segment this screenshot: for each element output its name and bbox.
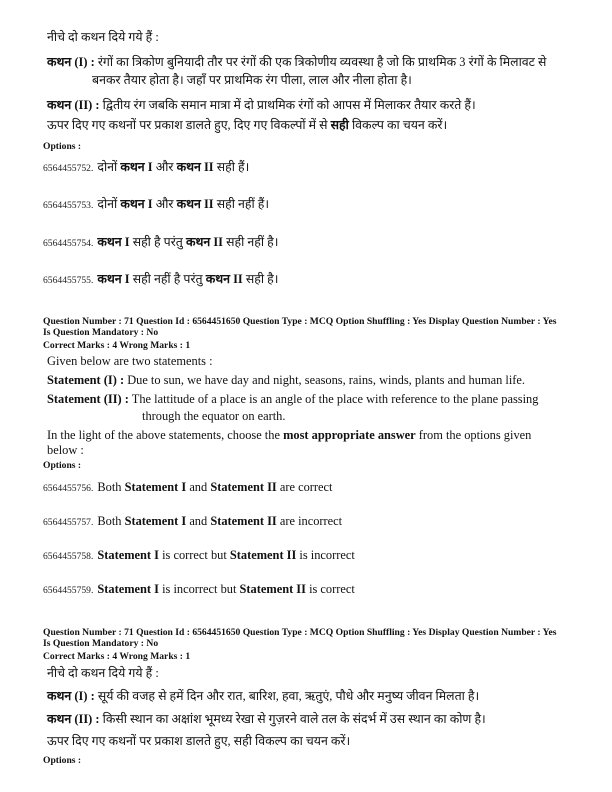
b1-stmt1-line2: बनकर तैयार होता है। जहाँ पर प्राथमिक रंग पीला, लाल और नीला होता है। [92,73,412,87]
option-id: 6564455757. [43,517,94,528]
b2-stmt2-label: Statement (II) : [47,392,129,406]
b3-header-line1: Question Number : 71 Question Id : 6564451650 Question Type : MCQ Option Shuffling : Yes Display Question Number : Yes [43,627,557,638]
b1-statement-2 [47,98,476,113]
b3-stmt1-text: सूर्य की वजह से हमें दिन और रात, बारिश, हवा, ऋतुएं, पौधे और मनुष्य जीवन मिलता है। [97,689,480,703]
option-text: कथन I सही नहीं है परंतु कथन II सही है। [97,272,279,286]
b2-instr-post: from the options given [418,428,532,442]
b2-stmt2-line2: through the equator on earth. [142,409,286,423]
b2-options-label: Options : [43,460,82,471]
option-text: कथन I सही है परंतु कथन II सही नहीं है। [97,235,279,249]
b1-instr-bold: सही [330,118,349,132]
b3-statement-1 [47,689,479,704]
b3-stmt2-label: कथन (II) : [47,712,100,726]
b3-instruction: ऊपर दिए गए कथनों पर प्रकाश डालते हुए, सही विकल्प का चयन करें। [47,734,351,748]
b2-instr-pre: In the light of the above statements, choose the [47,428,280,442]
b1-options-label: Options : [43,141,82,152]
b1-stmt1-label: कथन (I) : [47,55,95,69]
b2-statement-1 [47,373,525,388]
b1-instr-post: विकल्प का चयन करें। [351,118,448,132]
b2-header-line1: Question Number : 71 Question Id : 6564451650 Question Type : MCQ Option Shuffling : Yes Display Question Number : Yes [43,316,557,327]
b2-option[interactable] [43,580,355,598]
option-text: Both Statement I and Statement II are correct [97,480,333,494]
b2-stmt2-line1: The lattitude of a place is an angle of the place with reference to the plane passing [131,392,539,406]
option-text: दोनों कथन I और कथन II सही नहीं हैं। [97,197,270,211]
b2-instr-bold: most appropriate answer [283,428,416,442]
option-id: 6564455756. [43,483,94,494]
b2-instruction [47,428,531,443]
b3-intro: नीचे दो कथन दिये गये हैं : [47,666,159,680]
option-text: Statement I is correct but Statement II is incorrect [97,548,355,562]
b2-option[interactable] [43,512,342,530]
b1-intro: नीचे दो कथन दिये गये हैं : [47,30,159,44]
b2-stmt1-label: Statement (I) : [47,373,125,387]
b3-options-label: Options : [43,755,82,766]
b3-stmt1-label: कथन (I) : [47,689,95,703]
b1-option[interactable] [43,195,269,213]
b2-intro: Given below are two statements : [47,354,213,368]
b3-header-line2: Is Question Mandatory : No [43,638,159,649]
option-text: Statement I is incorrect but Statement II is correct [97,582,355,596]
b1-stmt2-label: कथन (II) : [47,98,100,112]
b2-statement-2 [47,392,538,407]
b3-statement-2 [47,712,486,727]
option-id: 6564455754. [43,238,94,249]
option-text: Both Statement I and Statement II are incorrect [97,514,343,528]
b2-instr-line2: below : [47,443,84,457]
b1-statement-1 [47,55,546,70]
b3-header-line3: Correct Marks : 4 Wrong Marks : 1 [43,651,191,662]
option-id: 6564455758. [43,551,94,562]
b2-option[interactable] [43,478,332,496]
b1-stmt2-text: द्वितीय रंग जबकि समान मात्रा में दो प्राथमिक रंगों को आपस में मिलाकर तैयार करते हैं। [102,98,476,112]
b2-option[interactable] [43,546,355,564]
b1-option[interactable] [43,270,278,288]
option-id: 6564455752. [43,163,94,174]
option-id: 6564455759. [43,585,94,596]
b1-instr-pre: ऊपर दिए गए कथनों पर प्रकाश डालते हुए, दिए गए विकल्पों में से [47,118,328,132]
b1-option[interactable] [43,158,249,176]
b1-stmt1-line1: रंगों का त्रिकोण बुनियादी तौर पर रंगों की एक त्रिकोणीय व्यवस्था है जो कि प्राथमिक 3 रंगों के मिलावट से [97,55,547,69]
b3-stmt2-text: किसी स्थान का अक्षांश भूमध्य रेखा से गुज़रने वाले तल के संदर्भ में उस स्थान का कोण है। [102,712,486,726]
b1-option[interactable] [43,233,278,251]
b2-header-line2: Is Question Mandatory : No [43,327,159,338]
option-id: 6564455753. [43,200,94,211]
option-id: 6564455755. [43,275,94,286]
b1-instruction [47,118,447,133]
b2-header-line3: Correct Marks : 4 Wrong Marks : 1 [43,340,191,351]
b2-stmt1-text: Due to sun, we have day and night, seasons, rains, winds, plants and human life. [127,373,525,387]
option-text: दोनों कथन I और कथन II सही हैं। [97,160,250,174]
